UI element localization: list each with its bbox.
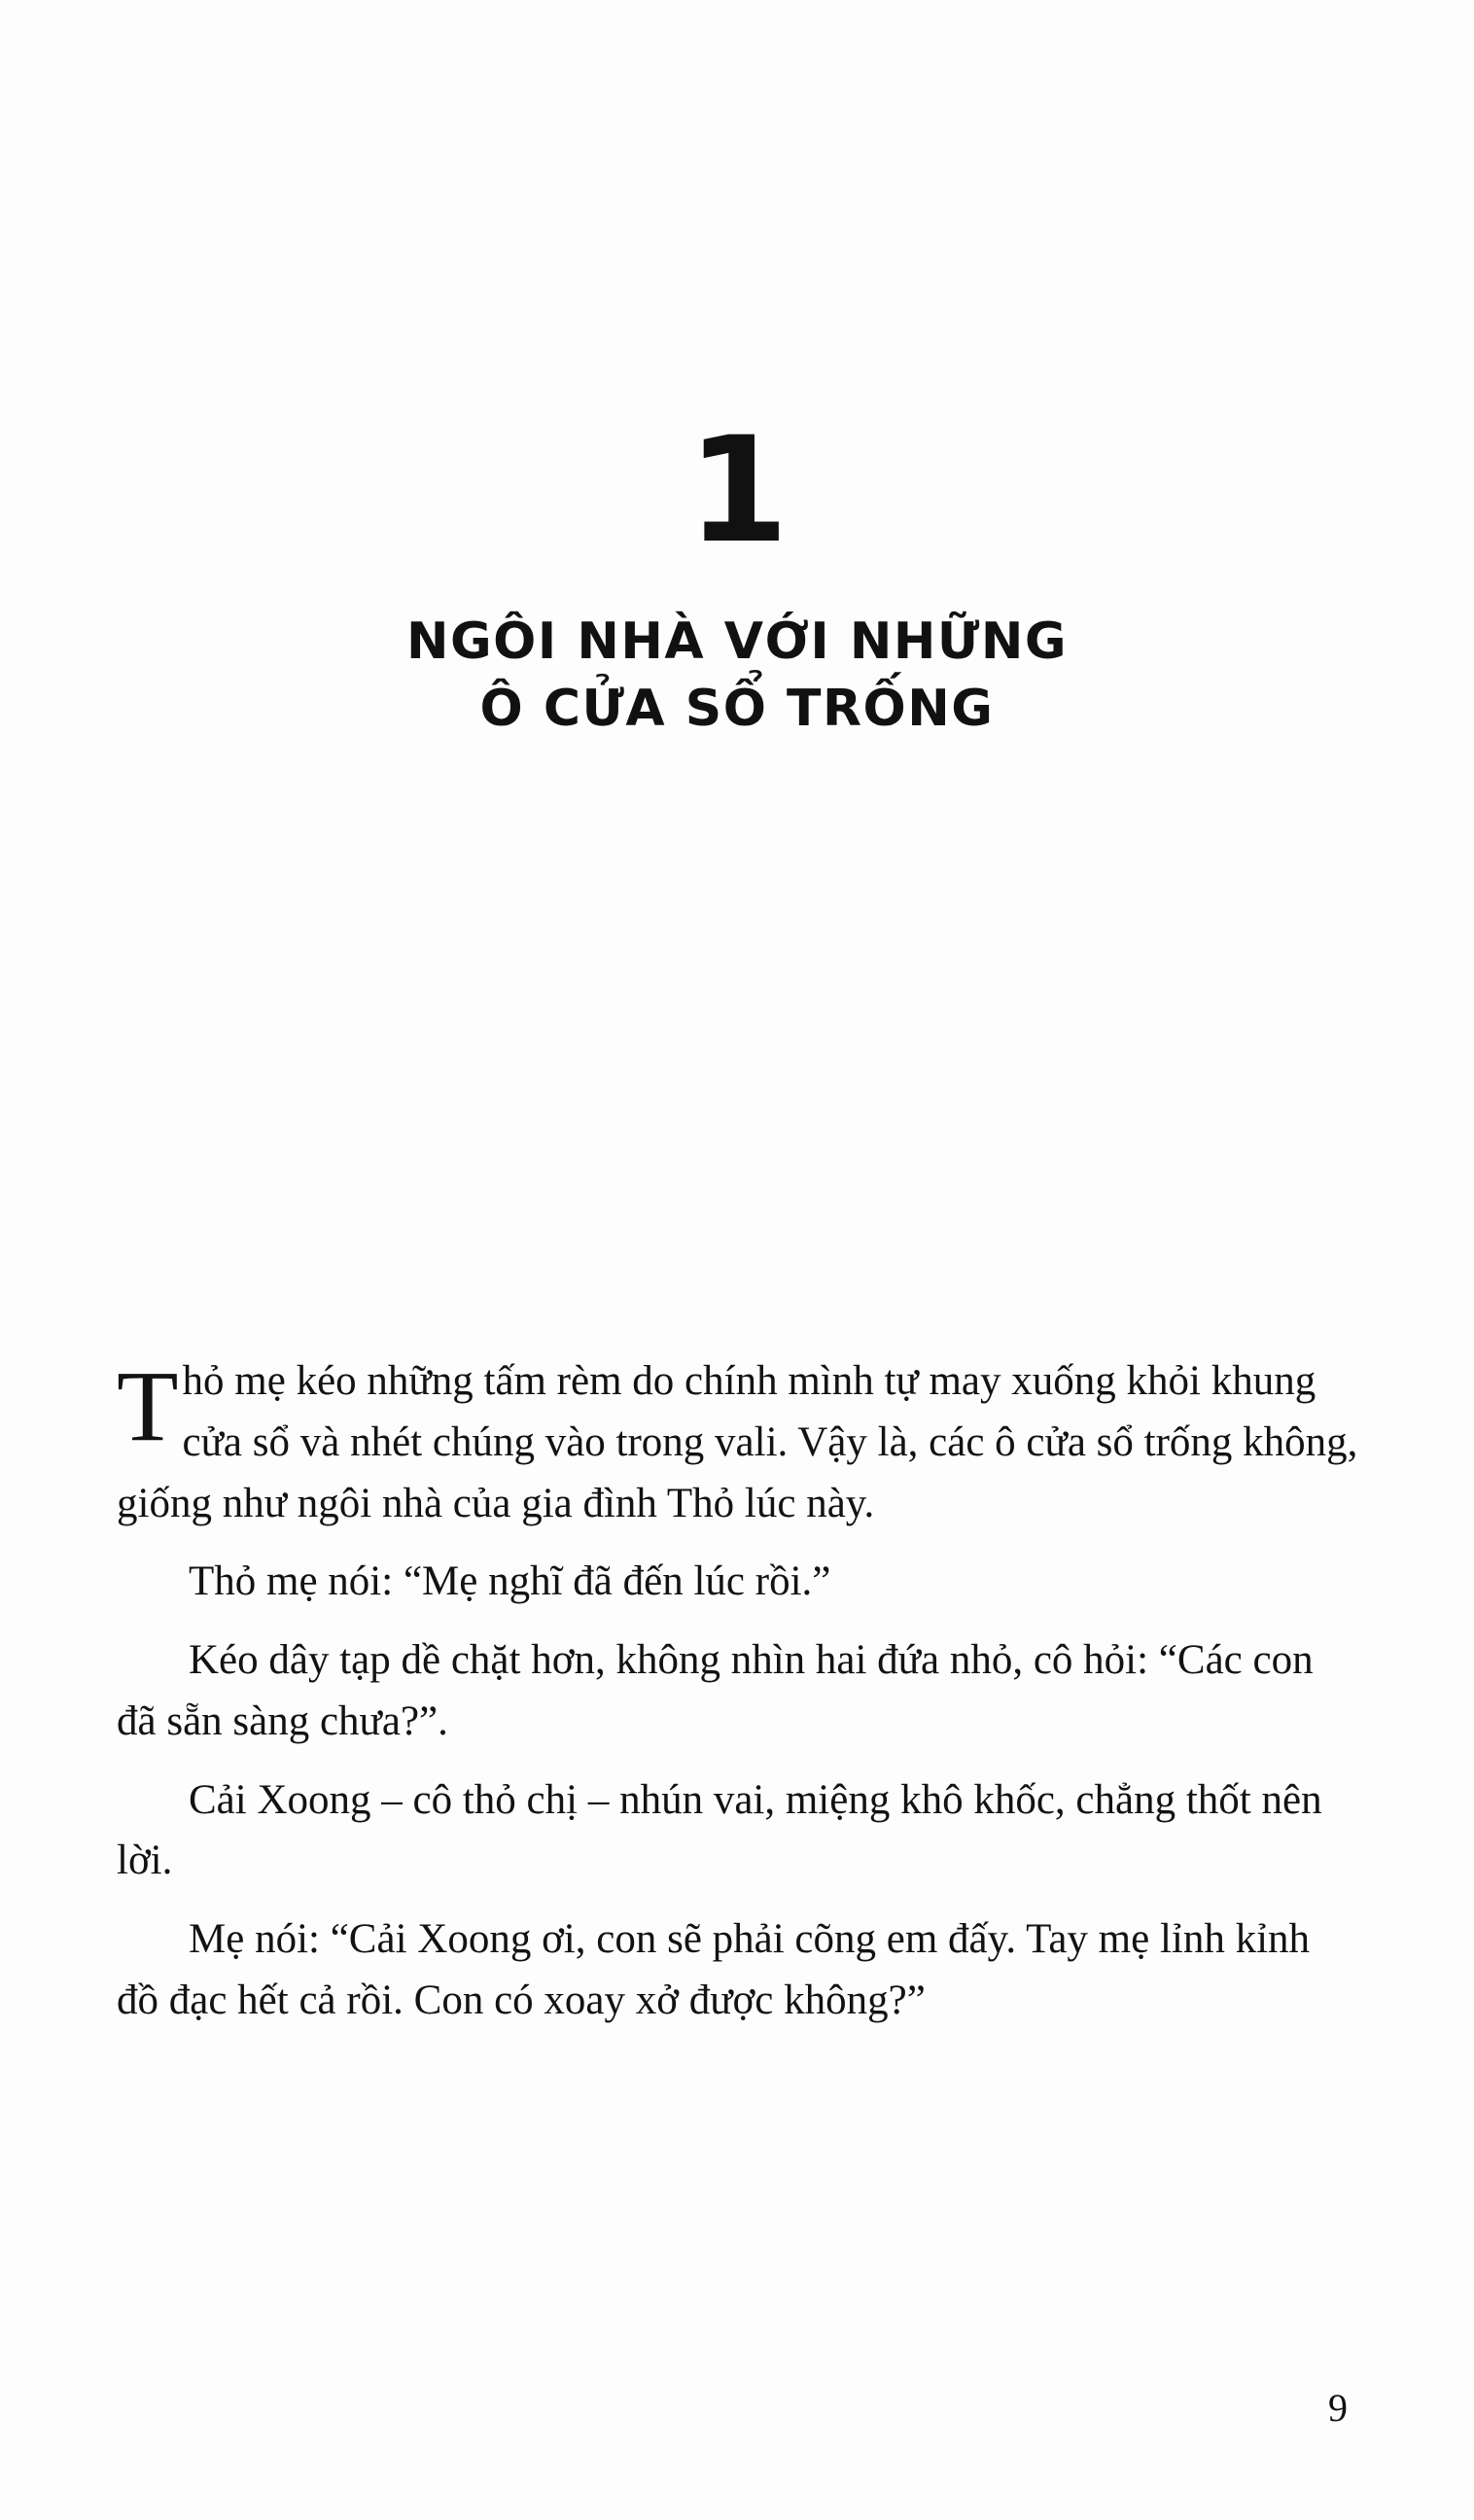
page-number: 9	[1328, 2386, 1348, 2430]
chapter-title	[0, 609, 1474, 742]
chapter-title-line-1: NGÔI NHÀ VỚI NHỮNG	[405, 612, 1069, 671]
paragraph-1-text: hỏ mẹ kéo những tấm rèm do chính mình tự may xuống khỏi khung cửa sổ và nhét chúng vào trong vali. Vậy là, các ô cửa sổ trống không, giống như ngôi nhà của gia đình Thỏ lúc này.	[117, 1358, 1358, 1526]
body-text	[117, 1351, 1361, 2049]
paragraph-4: Cải Xoong – cô thỏ chị – nhún vai, miệng khô khốc, chẳng thốt nên lời.	[117, 1776, 1322, 1884]
drop-cap: T	[117, 1350, 179, 1462]
paragraph-3: Kéo dây tạp dề chặt hơn, không nhìn hai đứa nhỏ, cô hỏi: “Các con đã sẵn sàng chưa?”.	[117, 1637, 1314, 1744]
paragraph-2: Thỏ mẹ nói: “Mẹ nghĩ đã đến lúc rồi.”	[189, 1558, 831, 1605]
chapter-heading	[0, 406, 1474, 742]
paragraph-5: Mẹ nói: “Cải Xoong ơi, con sẽ phải cõng em đấy. Tay mẹ lỉnh kỉnh đồ đạc hết cả rồi. Con có xoay xở được không?”	[117, 1916, 1311, 2023]
chapter-number: 1	[686, 406, 788, 576]
chapter-title-line-2: Ô CỬA SỔ TRỐNG	[479, 679, 995, 738]
paragraph-1	[117, 1351, 1361, 1534]
